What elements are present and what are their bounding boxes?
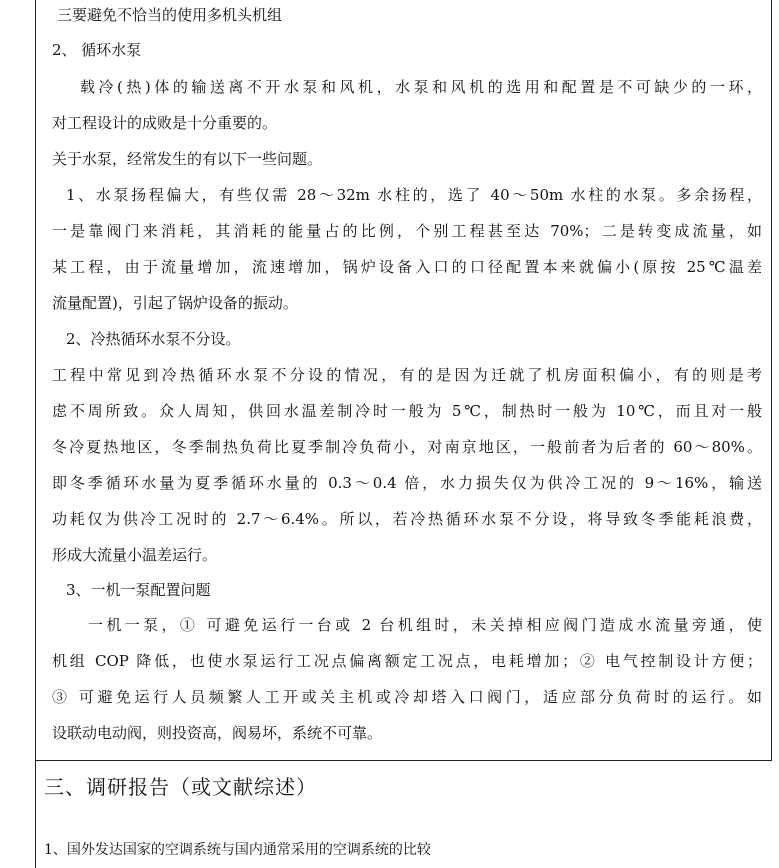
paragraph-line: 关于水泵，经常发生的有以下一些问题。 (52, 150, 323, 168)
paragraph-line: 形成大流量小温差运行。 (52, 546, 218, 564)
paragraph-line: 设联动电动阀，则投资高，阀易坏，系统不可靠。 (52, 724, 383, 742)
paragraph-line: 1、水泵扬程偏大，有些仅需 28～32m 水柱的，选了 40～50m 水柱的水泵。多余扬程， (66, 186, 762, 204)
paragraph-line: 载冷(热)体的输送离不开水泵和风机，水泵和风机的选用和配置是不可缺少的一环， (80, 78, 762, 96)
paragraph-line: 工程中常见到冷热循环水泵不分设的情况，有的是因为迁就了机房面积偏小，有的则是考 (52, 366, 762, 384)
table-border-row (35, 760, 772, 761)
table-border-left (35, 0, 36, 868)
subsection-title: 3、一机一泵配置问题 (66, 581, 211, 599)
paragraph-line: 对工程设计的成败是十分重要的。 (52, 114, 278, 132)
paragraph-line: 一是靠阀门来消耗，其消耗的能量占的比例，个别工程甚至达 70%；二是转变成流量，如 (52, 222, 762, 240)
paragraph-line: 机组 COP 降低，也使水泵运行工况点偏离额定工况点，电耗增加；② 电气控制设计方便； (52, 652, 762, 670)
paragraph-line: ③ 可避免运行人员频繁人工开或关主机或冷却塔入口阀门，适应部分负荷时的运行。如 (52, 688, 762, 706)
text-line: 三要避免不恰当的使用多机头机组 (57, 6, 283, 24)
sub-item: 1、国外发达国家的空调系统与国内通常采用的空调系统的比较 (44, 842, 431, 858)
paragraph-line: 冬冷夏热地区，冬季制热负荷比夏季制冷负荷小，对南京地区，一般前者为后者的 60～80%。 (52, 438, 762, 456)
paragraph-line: 功耗仅为供冷工况时的 2.7～6.4%。所以，若冷热循环水泵不分设，将导致冬季能耗浪费， (52, 510, 762, 528)
paragraph-line: 虑不周所致。众人周知，供回水温差制冷时一般为 5℃，制热时一般为 10℃，而且对一般 (52, 402, 762, 420)
section-heading: 三、调研报告（或文献综述） (44, 775, 317, 799)
section-title-pump: 2、 循环水泵 (52, 41, 142, 59)
paragraph-line: 即冬季循环水量为夏季循环水量的 0.3～0.4 倍，水力损失仅为供冷工况的 9～16%，输送 (52, 474, 762, 492)
paragraph-line: 一机一泵，① 可避免运行一台或 2 台机组时，未关掉相应阀门造成水流量旁通，使 (88, 616, 762, 634)
paragraph-line: 流量配置)，引起了锅炉设备的振动。 (52, 294, 298, 312)
table-border-right (771, 0, 772, 760)
paragraph-line: 某工程，由于流量增加，流速增加，锅炉设备入口的口径配置本来就偏小(原按 25℃温差 (52, 258, 762, 276)
subsection-title: 2、冷热循环水泵不分设。 (66, 330, 241, 348)
